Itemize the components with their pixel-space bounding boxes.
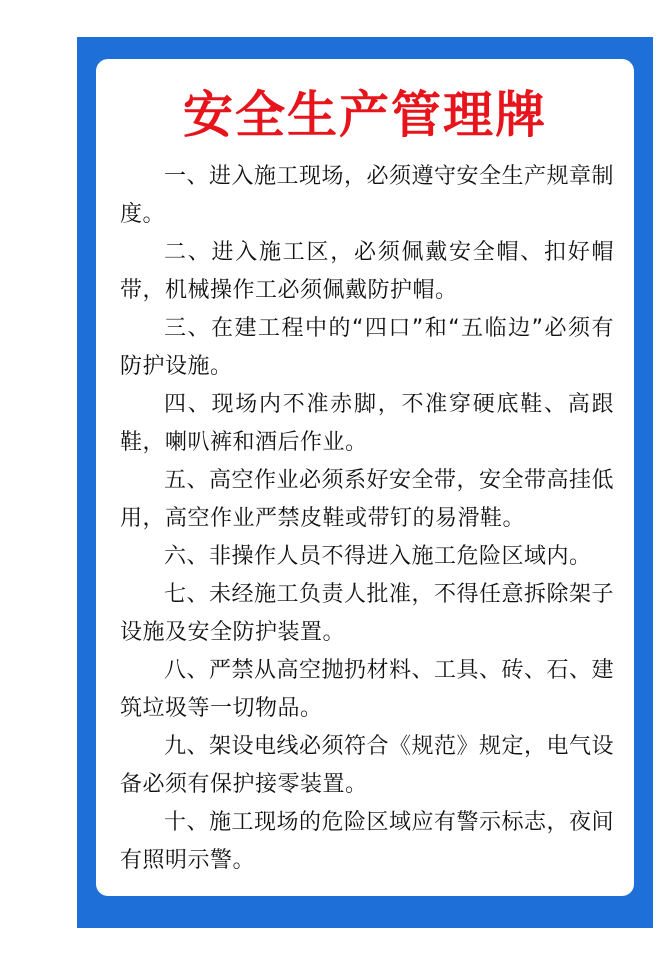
rule-10: 十、施工现场的危险区域应有警示标志，夜间有照明示警。 (120, 810, 614, 873)
sign-title: 安全生产管理牌 (183, 86, 547, 144)
rule-5: 五、高空作业必须系好安全带，安全带高挂低用，高空作业严禁皮鞋或带钉的易滑鞋。 (120, 468, 614, 531)
rule-8: 八、严禁从高空抛扔材料、工具、砖、石、建筑垃圾等一切物品。 (120, 658, 614, 721)
rule-1: 一、进入施工现场，必须遵守安全生产规章制度。 (120, 164, 614, 227)
rule-4: 四、现场内不准赤脚，不准穿硬底鞋、高跟鞋，喇叭裤和酒后作业。 (120, 392, 614, 455)
rule-7: 七、未经施工负责人批准，不得任意拆除架子设施及安全防护装置。 (120, 582, 614, 645)
rule-2: 二、进入施工区，必须佩戴安全帽、扣好帽带，机械操作工必须佩戴防护帽。 (120, 240, 614, 303)
rules-list (120, 158, 614, 880)
rule-3: 三、在建工程中的“四口”和“五临边”必须有防护设施。 (120, 316, 614, 379)
rule-9: 九、架设电线必须符合《规范》规定，电气设备必须有保护接零装置。 (120, 734, 614, 797)
rule-6: 六、非操作人员不得进入施工危险区域内。 (164, 544, 592, 569)
